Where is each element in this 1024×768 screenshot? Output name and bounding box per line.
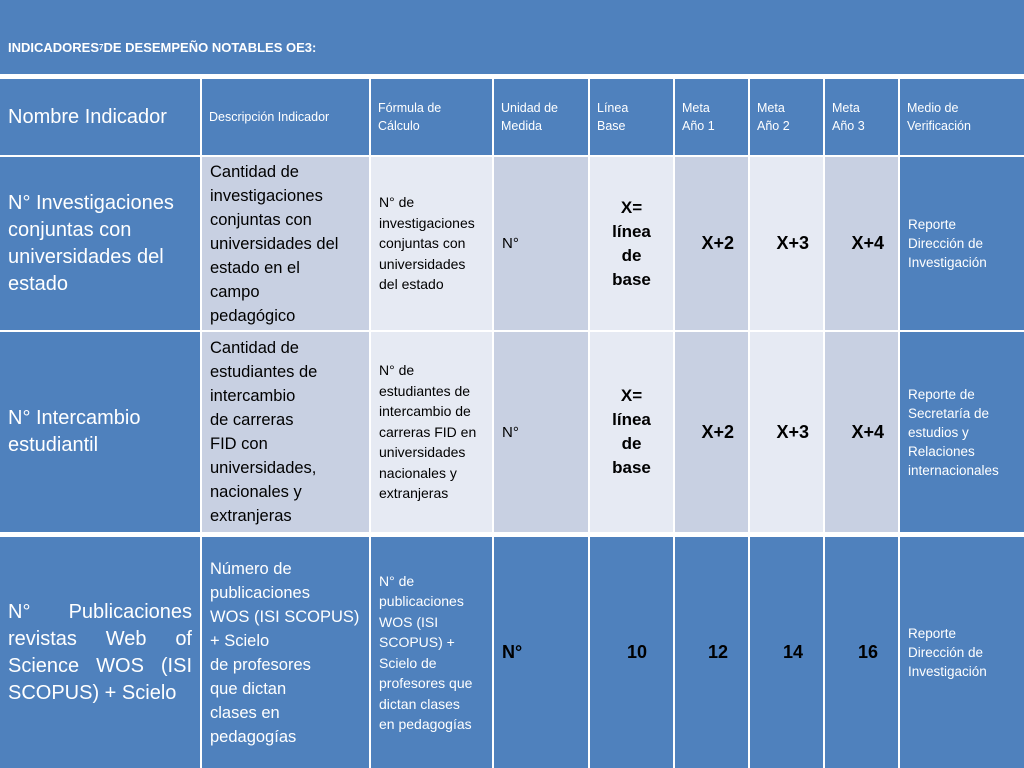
header-formula: Fórmula de Cálculo: [371, 79, 492, 155]
row-1-meta-2: X+3: [750, 157, 823, 330]
row-1-meta-1: X+2: [675, 157, 748, 330]
header-meta-3: Meta Año 3: [825, 79, 898, 155]
row-3-meta-1: 12: [675, 537, 748, 768]
row-1-medio: Reporte Dirección de Investigación: [900, 157, 1024, 330]
row-2-nombre: N° Intercambio estudiantil: [0, 332, 200, 532]
row-2-medio: Reporte de Secretaría de estudios y Relaciones internacionales: [900, 332, 1024, 532]
row-3-descripcion: Número de publicaciones WOS (ISI SCOPUS) + Scielo de profesores que dictan clases en pedagogías: [202, 537, 369, 768]
row-3-linea-base: 10: [590, 537, 673, 768]
row-3-meta-2: 14: [750, 537, 823, 768]
row-1-descripcion: Cantidad de investigaciones conjuntas con universidades del estado en el campo pedagógico: [202, 157, 369, 330]
row-1-meta-3: X+4: [825, 157, 898, 330]
header-descripcion: Descripción Indicador: [202, 79, 369, 155]
header-nombre: Nombre Indicador: [0, 79, 200, 155]
row-1-unidad: N°: [494, 157, 588, 330]
title-main: INDICADORES: [8, 39, 100, 55]
row-2-linea-base: X= línea de base: [590, 332, 673, 532]
row-3-formula: N° de publicaciones WOS (ISI SCOPUS) + Scielo de profesores que dictan clases en pedagogías: [371, 537, 492, 768]
header-meta-2: Meta Año 2: [750, 79, 823, 155]
row-1-nombre: N° Investigaciones conjuntas con universidades del estado: [0, 157, 200, 330]
row-2-formula: N° de estudiantes de intercambio de carreras FID en universidades nacionales y extranjeras: [371, 332, 492, 532]
header-linea-base: Línea Base: [590, 79, 673, 155]
row-2-meta-3: X+4: [825, 332, 898, 532]
title-footnote-marker: 7: [99, 42, 104, 52]
row-3-medio: Reporte Dirección de Investigación: [900, 537, 1024, 768]
row-2-unidad: N°: [494, 332, 588, 532]
table-title: [0, 0, 1024, 74]
header-medio: Medio de Verificación: [900, 79, 1024, 155]
header-unidad: Unidad de Medida: [494, 79, 588, 155]
title-rest: DE DESEMPEÑO NOTABLES OE3:: [103, 39, 317, 55]
row-2-meta-2: X+3: [750, 332, 823, 532]
row-3-unidad: N°: [494, 537, 588, 768]
row-3-meta-3: 16: [825, 537, 898, 768]
row-3-nombre: N° Publicaciones revistas Web of Science WOS (ISI SCOPUS) + Scielo: [0, 537, 200, 768]
header-meta-1: Meta Año 1: [675, 79, 748, 155]
row-2-descripcion: Cantidad de estudiantes de intercambio de carreras FID con universidades, nacionales y extranjeras: [202, 332, 369, 532]
row-1-formula: N° de investigaciones conjuntas con universidades del estado: [371, 157, 492, 330]
row-2-meta-1: X+2: [675, 332, 748, 532]
row-1-linea-base: X= línea de base: [590, 157, 673, 330]
